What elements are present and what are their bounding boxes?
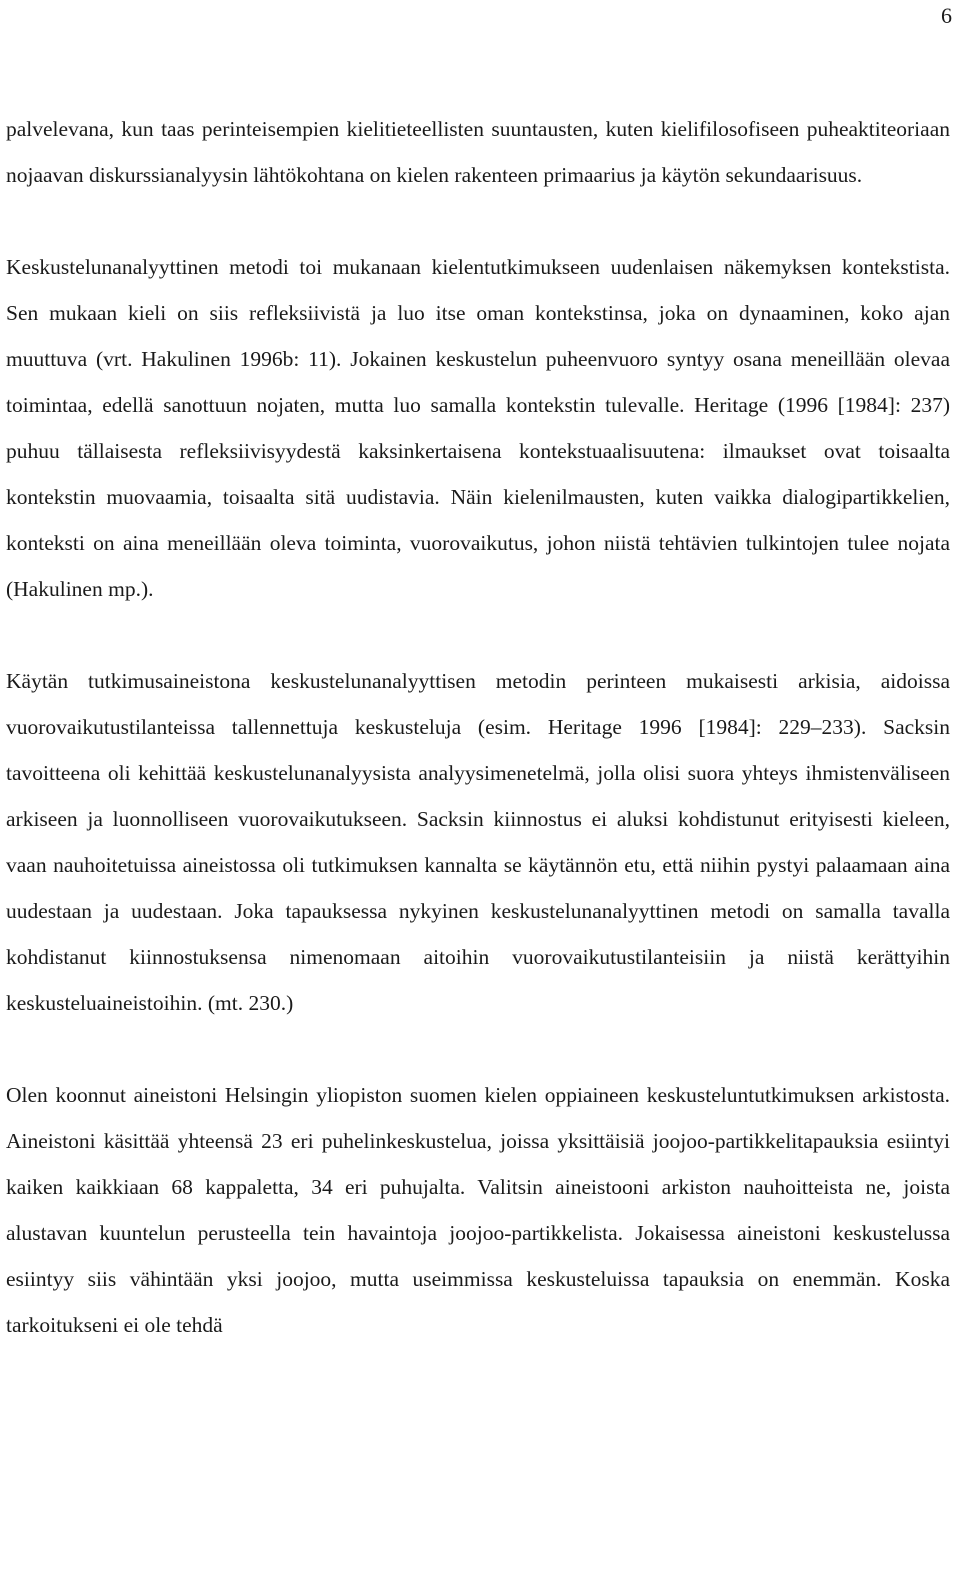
paragraph-4: Olen koonnut aineistoni Helsingin yliopiston suomen kielen oppiaineen keskusteluntutkimuksen arkistosta. Aineistoni käsittää yhteensä 23 eri puhelinkeskustelua, joissa yksittäisiä joojoo-partikkelitapauksia esiintyi kaiken kaikkiaan 68 kappaletta, 34 eri puhujalta. Valitsin aineistooni arkiston nauhoitteista ne, joista alustavan kuuntelun perusteella tein havaintoja joojoo-partikkelista. Jokaisessa aineistoni keskustelussa esiintyy siis vähintään yksi joojoo, mutta useimmissa keskusteluissa tapauksia on enemmän. Koska tarkoitukseni ei ole tehdä xyxy=(6,1083,950,1337)
paragraph-3: Käytän tutkimusaineistona keskustelunanalyyttisen metodin perinteen mukaisesti arkisia, aidoissa vuorovaikutustilanteissa tallennettuja keskusteluja (esim. Heritage 1996 [1984]: 229–233). Sacksin tavoitteena oli kehittää keskustelunanalyysista analyysimenetelmä, jolla olisi suora yhteys ihmistenväliseen arkiseen ja luonnolliseen vuorovaikutukseen. Sacksin kiinnostus ei aluksi kohdistunut erityisesti kieleen, vaan nauhoitetuissa aineistossa oli tutkimuksen kannalta se käytännön etu, että niihin pystyi palaamaan aina uudestaan ja uudestaan. Joka tapauksessa nykyinen keskustelunanalyyttinen metodi on samalla tavalla kohdistanut kiinnostuksensa nimenomaan aitoihin vuorovaikutustilanteisiin ja niistä kerättyihin keskusteluaineistoihin. (mt. 230.) xyxy=(6,669,950,1015)
page-number: 6 xyxy=(941,3,952,28)
paragraph-2: Keskustelunanalyyttinen metodi toi mukanaan kielentutkimukseen uudenlaisen näkemyksen kontekstista. Sen mukaan kieli on siis refleksiivistä ja luo itse oman kontekstinsa, joka on dynaaminen, koko ajan muuttuva (vrt. Hakulinen 1996b: 11). Jokainen keskustelun puheenvuoro syntyy osana meneillään olevaa toimintaa, edellä sanottuun nojaten, mutta luo samalla kontekstin tulevalle. Heritage (1996 [1984]: 237) puhuu tällaisesta refleksiivisyydestä kaksinkertaisena kontekstuaalisuutena: ilmaukset ovat toisaalta kontekstin muovaamia, toisaalta sitä uudistavia. Näin kielenilmausten, kuten vaikka dialogipartikkelien, konteksti on aina meneillään oleva toiminta, vuorovaikutus, johon niistä tehtävien tulkintojen tulee nojata (Hakulinen mp.). xyxy=(6,255,950,601)
paragraph-1: palvelevana, kun taas perinteisempien kielitieteellisten suuntausten, kuten kielifilosofiseen puheaktiteoriaan nojaavan diskurssianalyysin lähtökohtana on kielen rakenteen primaarius ja käytön sekundaarisuus. xyxy=(6,117,950,187)
document-body xyxy=(6,106,950,1348)
